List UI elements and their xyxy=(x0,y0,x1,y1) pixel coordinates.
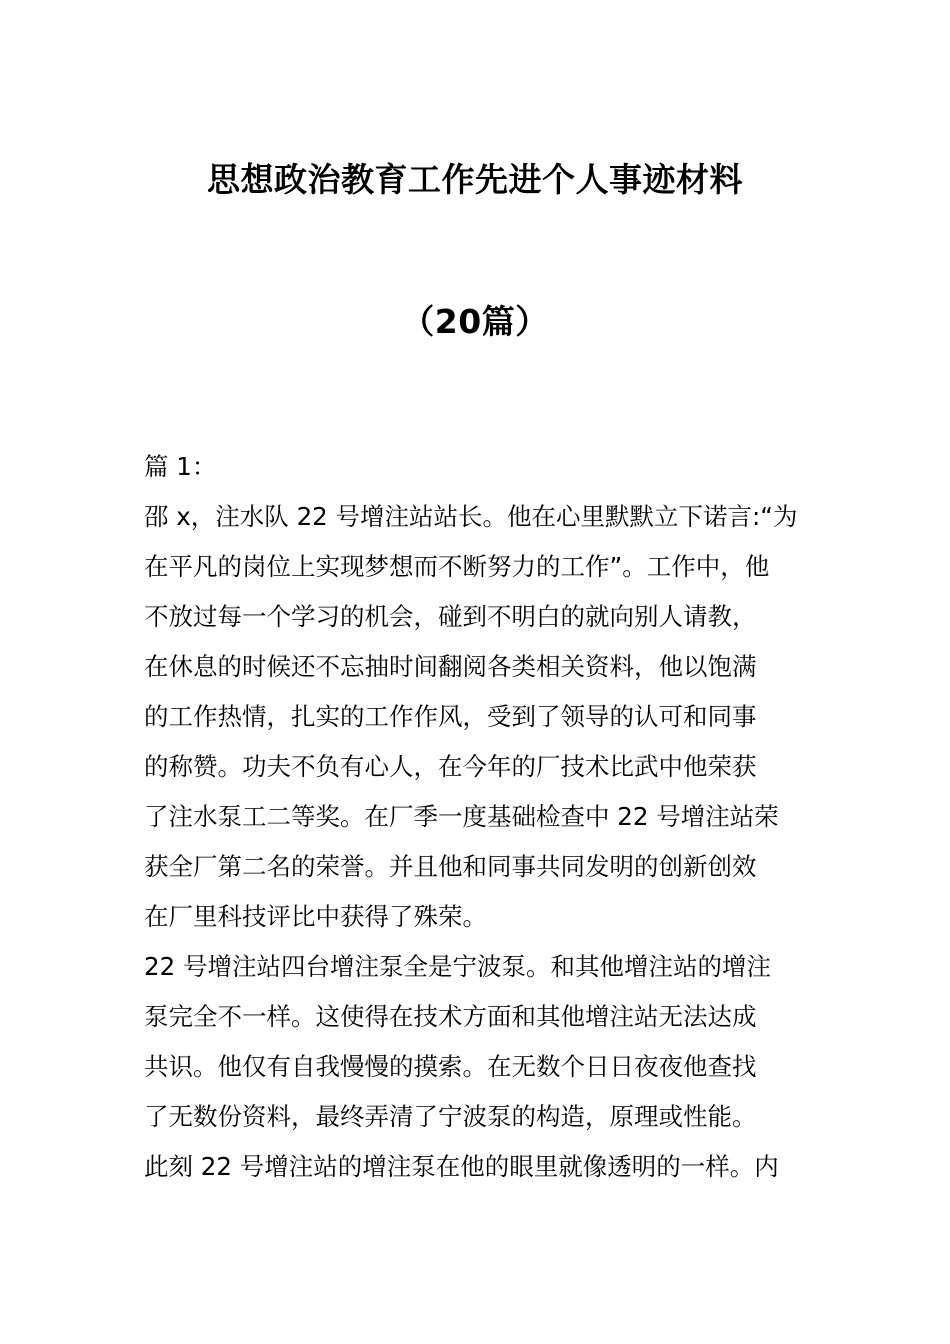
paragraph-line: 了无数份资料，最终弄清了宁波泵的构造，原理或性能。 xyxy=(144,1102,757,1131)
paragraph-line: 的称赞。功夫不负有心人，在今年的厂技术比武中他荣获 xyxy=(144,752,757,781)
paragraph-line: 22 号增注站四台增注泵全是宁波泵。和其他增注站的增注 xyxy=(144,952,771,981)
paragraph-line: 了注水泵工二等奖。在厂季一度基础检查中 22 号增注站荣 xyxy=(144,802,779,831)
document-body xyxy=(144,442,808,1192)
paragraph-line: 共识。他仅有自我慢慢的摸索。在无数个日日夜夜他查找 xyxy=(144,1052,757,1081)
paragraph-line: 的工作热情，扎实的工作作风，受到了领导的认可和同事 xyxy=(144,702,757,731)
paragraph-line: 在厂里科技评比中获得了殊荣。 xyxy=(144,902,487,931)
paragraph-line: 泵完全不一样。这使得在技术方面和其他增注站无法达成 xyxy=(144,1002,757,1031)
paragraph-line: 在平凡的岗位上实现梦想而不断努力的工作”。工作中，他 xyxy=(144,552,770,581)
section-label: 篇 1： xyxy=(144,452,217,481)
paragraph-line: 邵 x，注水队 22 号增注站站长。他在心里默默立下诺言:“为 xyxy=(144,502,798,531)
document-subtitle: （20篇） xyxy=(401,302,549,341)
paragraph-line: 不放过每一个学习的机会，碰到不明白的就向别人请教， xyxy=(144,602,757,631)
paragraph-line: 在休息的时候还不忘抽时间翻阅各类相关资料，他以饱满 xyxy=(144,652,757,681)
paragraph-line: 此刻 22 号增注站的增注泵在他的眼里就像透明的一样。内 xyxy=(144,1152,779,1181)
paragraph-line: 获全厂第二名的荣誉。并且他和同事共同发明的创新创效 xyxy=(144,852,757,881)
document-title: 思想政治教育工作先进个人事迹材料 xyxy=(207,160,743,199)
